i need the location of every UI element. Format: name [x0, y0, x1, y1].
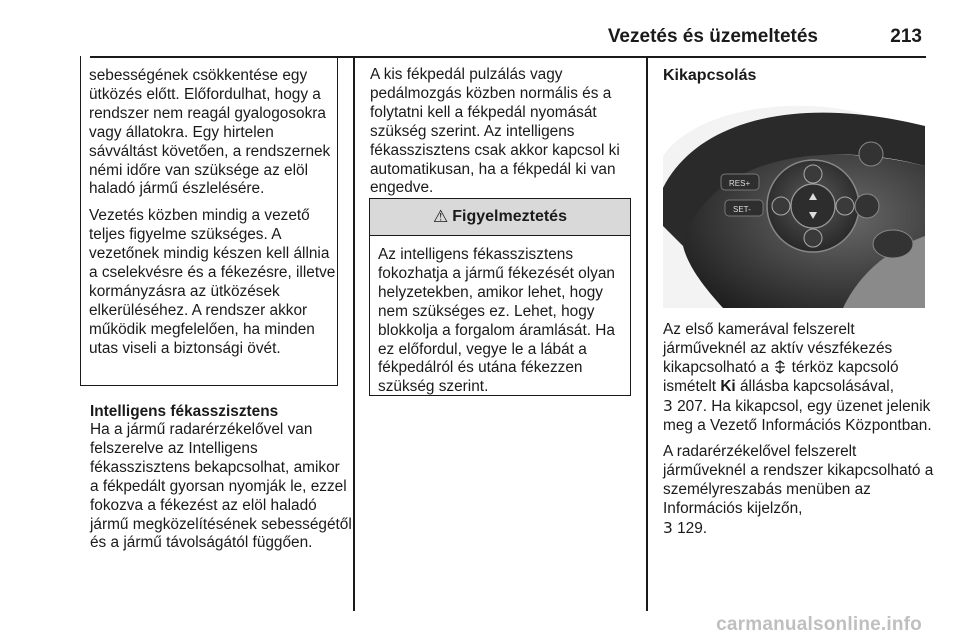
warning-text: Az intelligens fékasszisztens fokozhatja a jármű fékezését olyan helyzetekben, amikor lehet, hogy nem szükséges ez. Lehet, hogy blokkolja a forgalom áramlását. Ha ez előfordul, vegye le a lábát a fékpedálról és utána fékezzen szükség szerint.: [378, 246, 615, 396]
column-divider-2: [646, 56, 648, 611]
warning-triangle-icon: ⚠: [433, 207, 449, 226]
deactivation-para-2: [663, 443, 935, 539]
deactivation-para-1: [663, 321, 935, 435]
warning-title: Figyelmeztetés: [452, 208, 567, 225]
column-3-heading-wrap: [663, 66, 933, 85]
para2-part-b: 129.: [677, 520, 708, 538]
column-2-text: [370, 66, 633, 206]
para1-part-d: 207. Ha kikapcsol, egy üzenet jelenik meg a Vezető Információs Központban.: [663, 397, 932, 434]
page-header-title: Vezetés és üzemeltetés: [607, 26, 818, 47]
warning-continuation-box: [80, 56, 338, 386]
section-paragraph: Ha a jármű radarérzékelővel van felszerelve az Intelligens fékasszisztens bekapcsolhat, amikor a fékpedált gyorsan nyomják le, ezzel fokozva a fékezést az elöl haladó jármű megközelítésének sebességétől és a jármű távolságától függően.: [90, 421, 352, 552]
warning-header: [370, 199, 630, 236]
steering-wheel-illustration: [663, 96, 925, 308]
brake-pedal-paragraph: A kis fékpedál pulzálás vagy pedálmozgás közben normális és a folytatni kell a fékpedál nyomását szükség szerint. Az intelligens fékasszisztens csak akkor kapcsol ki automatikusan, ha a fékpedál ki van engedve.: [370, 66, 620, 197]
warning-box: [369, 198, 631, 396]
page-ref-arrow-icon: 3: [663, 396, 673, 415]
steering-wheel-photo: [663, 96, 925, 308]
para1-part-b: térköz kapcsoló ismételt: [663, 358, 899, 395]
deactivation-heading: Kikapcsolás: [663, 67, 757, 84]
res-label: RES+: [729, 179, 751, 188]
para1-off-position: Ki: [720, 377, 736, 395]
section-intelligent-brake-assist: [90, 402, 352, 561]
para2-part-a: A radarérzékelővel felszerelt járműveknél a rendszer kikapcsolható a személyreszabás menüben az Információs kijelzőn,: [663, 443, 934, 518]
deactivation-text: [663, 321, 935, 547]
page-number: 213: [890, 26, 922, 47]
page-ref-arrow-icon: 3: [663, 519, 673, 538]
set-label: SET-: [733, 205, 751, 214]
para1-part-a: Az első kamerával felszerelt járműveknél az aktív vészfékezés kikapcsolható a: [663, 321, 893, 376]
warning-continuation-para-2: Vezetés közben mindig a vezető teljes figyelme szükséges. A vezetőnek mindig készen kell állnia a cselekvésre és a fékezésre, illetve kormányzásra az ütközések elkerüléséhez. A rendszer akkor működik megfelelően, ha minden utas viseli a biztonsági övét.: [89, 207, 336, 357]
warning-continuation-para-1: sebességének csökkentése egy ütközés előtt. Előfordulhat, hogy a rendszer nem reagál gyalogosokra vagy állatokra. Egy hirtelen sávváltást követően, a rendszernek némi időre van szüksége az elöl haladó jármű észlelésére.: [89, 67, 331, 198]
gap-switch-icon: [773, 360, 787, 374]
column-divider-1: [353, 56, 355, 611]
warning-body: [370, 236, 630, 397]
watermark[interactable]: carmanualsonline.info: [716, 614, 922, 635]
section-heading: Intelligens fékasszisztens: [90, 403, 279, 420]
para1-part-c: állásba kapcsolásával,: [740, 377, 894, 395]
